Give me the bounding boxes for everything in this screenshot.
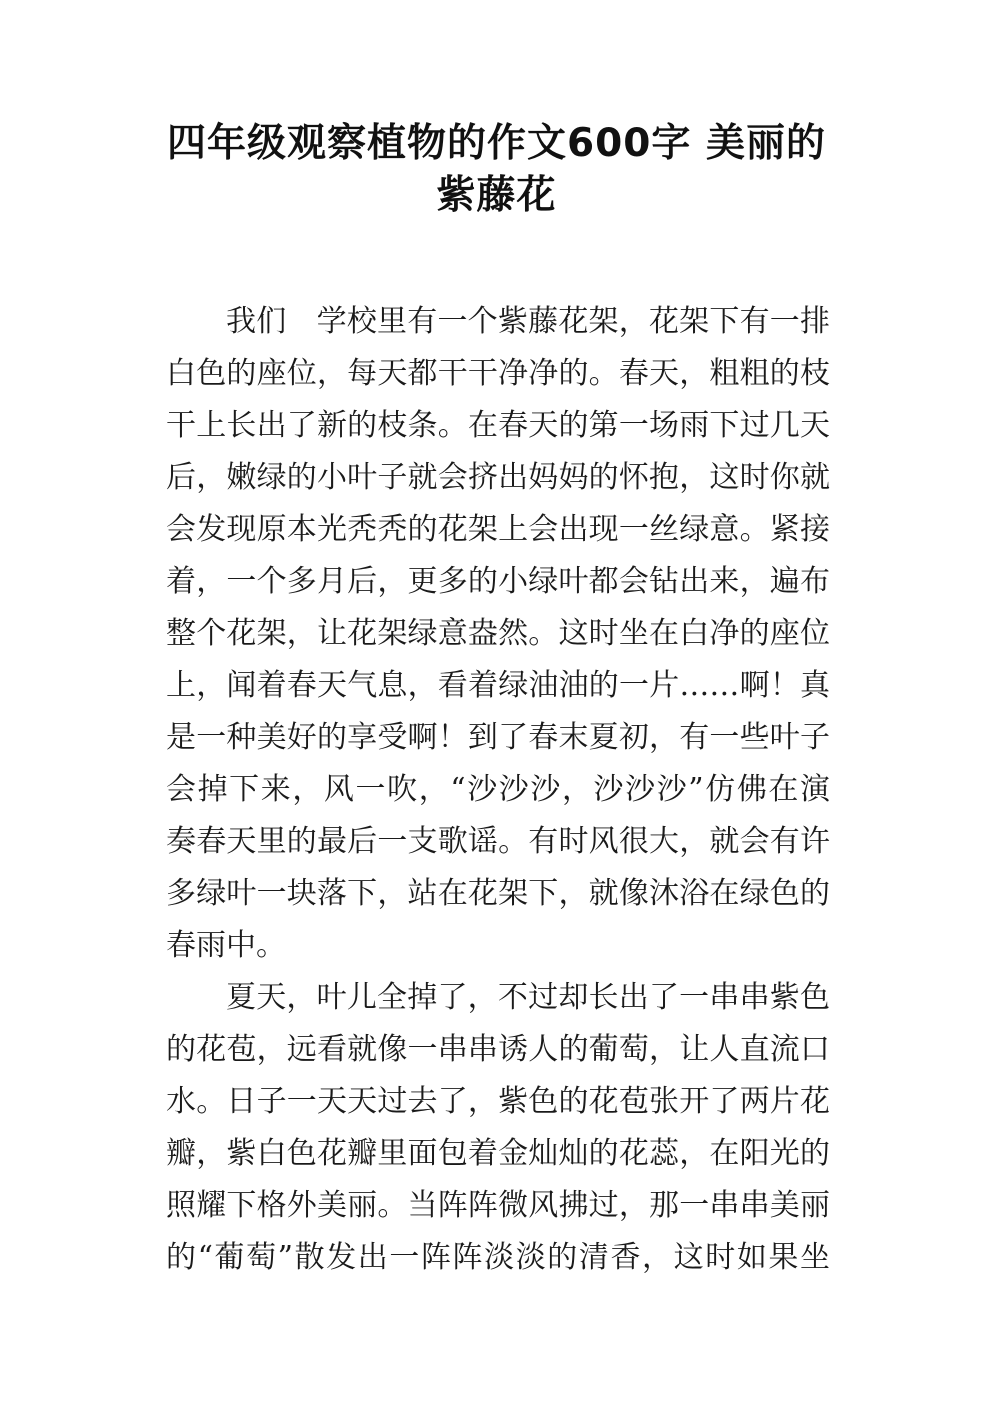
document-title: [0, 118, 993, 222]
text-line: 春雨中。: [166, 928, 286, 963]
text-line: 后，嫩绿的小叶子就会挤出妈妈的怀抱，这时你就: [166, 460, 830, 495]
text-line: 照耀下格外美丽。当阵阵微风拂过，那一串串美丽: [166, 1188, 830, 1223]
text-line: 白色的座位，每天都干干净净的。春天，粗粗的枝: [166, 356, 830, 391]
text-line: 的“葡萄”散发出一阵阵淡淡的清香，这时如果坐: [166, 1240, 830, 1275]
paragraph-1: [166, 296, 830, 972]
text-line: 奏春天里的最后一支歌谣。有时风很大，就会有许: [166, 824, 830, 859]
text-line: 的花苞，远看就像一串串诱人的葡萄，让人直流口: [166, 1032, 830, 1067]
paragraph-2: [166, 972, 830, 1284]
document-body: [166, 296, 830, 1284]
text-line: 我们 学校里有一个紫藤花架，花架下有一排: [226, 304, 830, 339]
text-line: 整个花架，让花架绿意盎然。这时坐在白净的座位: [166, 616, 830, 651]
text-line: 瓣，紫白色花瓣里面包着金灿灿的花蕊，在阳光的: [166, 1136, 830, 1171]
text-line: 多绿叶一块落下，站在花架下，就像沐浴在绿色的: [166, 876, 830, 911]
title-line-2: 紫藤花: [436, 173, 557, 218]
text-line: 水。日子一天天过去了，紫色的花苞张开了两片花: [166, 1084, 830, 1119]
title-line-1: 四年级观察植物的作文600字 美丽的: [167, 121, 826, 166]
text-line: 上，闻着春天气息，看着绿油油的一片……啊！真: [166, 668, 830, 703]
text-line: 干上长出了新的枝条。在春天的第一场雨下过几天: [166, 408, 830, 443]
text-line: 是一种美好的享受啊！到了春末夏初，有一些叶子: [166, 720, 830, 755]
text-line: 夏天，叶儿全掉了，不过却长出了一串串紫色: [226, 980, 830, 1015]
text-line: 着，一个多月后，更多的小绿叶都会钻出来，遍布: [166, 564, 830, 599]
text-line: 会掉下来，风一吹，“沙沙沙，沙沙沙”仿佛在演: [166, 772, 830, 807]
text-line: 会发现原本光秃秃的花架上会出现一丝绿意。紧接: [166, 512, 830, 547]
